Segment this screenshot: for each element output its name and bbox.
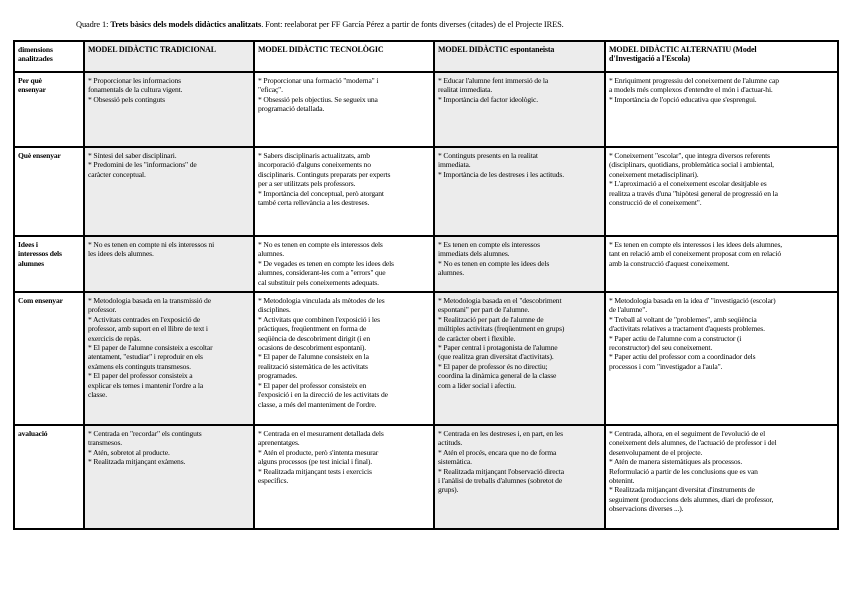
cell-line: disciplines.: [258, 305, 291, 315]
cell-line: * Obsessió pels continguts: [88, 94, 165, 104]
cell-line: * El paper del professor consisteix en: [258, 380, 367, 390]
cell-line: * Predomini de les "informacions" de: [88, 160, 197, 170]
table-cell: [605, 236, 838, 292]
cell-line: * Metodologia vinculada als mètodes de les: [258, 296, 385, 306]
cell-line: MODEL DIDÀCTIC ALTERNATIU (Model: [609, 45, 757, 54]
cell-line: fonamentals de la cultura vigent.: [88, 85, 183, 95]
cell-line: ensenyar: [18, 85, 46, 95]
cell-line: alguns processos (pe test inicial i final).: [258, 457, 372, 467]
cell-line: interessos dels: [18, 249, 62, 259]
cell-line: classe, a més del manteniment de l'ordre.: [258, 399, 377, 409]
cell-line: programades.: [258, 371, 298, 381]
cell-line: coneixement metadisciplinari).: [609, 169, 699, 179]
cell-line: les idees dels alumnes.: [88, 249, 154, 259]
cell-line: * Atén de manera sistemàtiques als processos.: [609, 457, 743, 467]
cell-line: * Síntesi del saber disciplinari.: [88, 151, 177, 160]
column-header: [605, 41, 838, 72]
caption-source: . Font: reelaborat per FF García Pérez a partir de fonts diverses (citades) de el Projecte IRES.: [261, 20, 564, 29]
cell-line: * Atén el producte, però s'intenta mesurar: [258, 447, 379, 457]
cell-line: pràctiques, freqüentment en forma de: [258, 324, 367, 334]
table-cell: [434, 236, 605, 292]
cell-line: * Importància de les destreses i les actituds.: [438, 169, 564, 179]
cell-line: * Activitats que combinen l'exposició i les: [258, 314, 380, 324]
didactic-models-table: [13, 40, 839, 530]
cell-line: * No es tenen en compte els interessos dels: [258, 240, 383, 249]
cell-line: * Paper central i protagonista de l'alumne: [438, 343, 558, 353]
cell-line: * Importància del conceptual, però atorgant: [258, 188, 384, 198]
caption-prefix: Quadre 1:: [76, 20, 111, 29]
cell-line: Com ensenyar: [18, 296, 63, 306]
cell-line: (que realitza gran diversitat d'activitats).: [438, 352, 554, 362]
column-header: [434, 41, 605, 72]
cell-line: immediata.: [438, 160, 471, 170]
cell-line: aprenentatges.: [258, 438, 300, 448]
cell-line: * Es tenen en compte els interessos: [438, 240, 540, 249]
cell-line: * Atén el procés, encara que no de forma: [438, 447, 557, 457]
cell-line: "eficaç".: [258, 85, 283, 95]
table-caption: [76, 20, 836, 29]
cell-line: * Activitats centrades en l'exposició de: [88, 314, 200, 324]
cell-line: de l'alumne".: [609, 305, 647, 315]
cell-line: * Centrada en el mesurament detallada dels: [258, 429, 384, 439]
cell-line: * Realitzada mitjançant diversitat d'instruments de: [609, 485, 755, 495]
cell-line: * Educar l'alumne fent immersió de la: [438, 76, 549, 85]
cell-line: processos i com "investigador a l'aula".: [609, 361, 723, 371]
table-cell: [605, 147, 838, 236]
cell-line: coneixement dels alumnes, de l'actuació de professor i del: [609, 438, 777, 448]
cell-line: Reformulació a partir de les conclusions que es van: [609, 466, 758, 476]
cell-line: Idees i: [18, 240, 38, 249]
table-row: [14, 425, 838, 529]
cell-line: realitat immediata.: [438, 85, 493, 95]
cell-line: * No es tenen en compte ni els interessos ni: [88, 240, 215, 249]
cell-line: * Obsessió pels objectius. Se segueix una: [258, 94, 378, 104]
cell-line: caràcter conceptual.: [88, 169, 146, 179]
cell-line: atentament, "estudiar" i reproduir en els: [88, 352, 203, 362]
cell-line: immediats dels alumnes.: [438, 249, 510, 259]
cell-line: a models més complexos d'entendre el món i d'actuar-hi.: [609, 85, 773, 95]
cell-line: alumnes.: [258, 249, 285, 259]
cell-line: classe.: [88, 390, 107, 400]
table-cell: [254, 236, 434, 292]
cell-line: exercicis de repàs.: [88, 333, 142, 343]
table-cell: [84, 236, 254, 292]
caption-title: Trets bàsics dels models didàctics analitzats: [110, 20, 262, 29]
cell-line: * Atén, sobretot al producte.: [88, 447, 170, 457]
table-cell: [605, 292, 838, 425]
cell-line: * Proporcionar les informacions: [88, 76, 181, 85]
table-row: [14, 147, 838, 236]
cell-line: específics.: [258, 476, 289, 486]
cell-line: amb la construcció d'aquest coneixement.: [609, 258, 730, 268]
row-header: [14, 72, 84, 147]
cell-line: * Realitzada mitjançant l'observació directa: [438, 466, 564, 476]
cell-line: també certa rellevància a les destreses.: [258, 198, 370, 208]
table-cell: [434, 147, 605, 236]
table-row: [14, 72, 838, 147]
table-cell: [84, 147, 254, 236]
cell-line: observacions diverses ...).: [609, 504, 684, 514]
cell-line: múltiples activitats (freqüentment en grups): [438, 324, 565, 334]
cell-line: transmesos.: [88, 438, 122, 448]
cell-line: obtenint.: [609, 476, 635, 486]
table-cell: [605, 72, 838, 147]
cell-line: realització sistemàtica de les activitats: [258, 361, 368, 371]
cell-line: espontani" per part de l'alumne.: [438, 305, 530, 315]
cell-line: incorporació d'alguns coneixements no: [258, 160, 371, 170]
cell-line: realitza a través d'una "hipòtesi general de progressió en la: [609, 188, 778, 198]
cell-line: * Realitzada mitjançant tests i exercicis: [258, 466, 372, 476]
cell-line: dimensions: [18, 45, 53, 54]
cell-line: seguiment (produccions dels alumnes, diari de professor,: [609, 494, 774, 504]
table-row: [14, 292, 838, 425]
cell-line: Per què: [18, 76, 42, 85]
cell-line: analitzades: [18, 54, 53, 64]
cell-line: (disciplinars, quotidians, problemàtica social i ambiental,: [609, 160, 774, 170]
cell-line: * Metodologia basada en la transmissió de: [88, 296, 211, 306]
cell-line: * Paper actiu de l'alumne com a constructor (i: [609, 333, 742, 343]
table-cell: [84, 72, 254, 147]
cell-line: * Centrada, alhora, en el seguiment de l'evolució de el: [609, 429, 766, 439]
cell-line: com a líder social i afectiu.: [438, 380, 516, 390]
table-cell: [84, 292, 254, 425]
table-cell: [254, 147, 434, 236]
cell-line: per a ser utilitzats pels professors.: [258, 179, 356, 189]
cell-line: avaluació: [18, 429, 48, 439]
cell-line: * Metodologia basada en la idea d' "investigació (escolar): [609, 296, 776, 306]
cell-line: * El paper de professor és no directiu;: [438, 361, 548, 371]
cell-line: explicar els temes i mantenir l'ordre a la: [88, 380, 204, 390]
cell-line: Què ensenyar: [18, 151, 61, 160]
table-cell: [434, 72, 605, 147]
cell-line: * Coneixement "escolar", que integra diversos referents: [609, 151, 770, 160]
cell-line: MODEL DIDÀCTIC TECNOLÒGIC: [258, 45, 384, 54]
cell-line: cal substituir pels coneixements adequats.: [258, 277, 379, 287]
cell-line: d'activitats relatives a tractament d'aquests problemes.: [609, 324, 765, 334]
cell-line: * Es tenen en compte els interessos i les idees dels alumnes,: [609, 240, 783, 249]
table-cell: [254, 72, 434, 147]
cell-line: * Centrada en "recordar" els continguts: [88, 429, 202, 439]
cell-line: i l'anàlisi de treballs d'alumnes (sobretot de: [438, 476, 563, 486]
cell-line: ocasions de descobriment espontani).: [258, 343, 367, 353]
cell-line: seqüència de descobriment dirigit (i en: [258, 333, 371, 343]
cell-line: * De vegades es tenen en compte les idees dels: [258, 258, 394, 268]
cell-line: * Treball al voltant de "problemes", amb seqüència: [609, 314, 757, 324]
cell-line: construcció de el coneixement".: [609, 198, 702, 208]
cell-line: disciplinaris. Continguts preparats per experts: [258, 169, 391, 179]
cell-line: grups).: [438, 485, 459, 495]
cell-line: * Realitzada mitjançant exàmens.: [88, 457, 186, 467]
cell-line: alumnes, considerant-les com a "errors" que: [258, 268, 386, 278]
cell-line: reconstructor) del seu coneixement.: [609, 343, 713, 353]
cell-line: * L'aproximació a el coneixement escolar desitjable es: [609, 179, 767, 189]
cell-line: de caràcter obert i flexible.: [438, 333, 516, 343]
cell-line: * Proporcionar una formació "moderna" i: [258, 76, 379, 85]
table-cell: [434, 425, 605, 529]
cell-line: * El paper de l'alumne consisteix en la: [258, 352, 369, 362]
row-header: [14, 236, 84, 292]
cell-line: * Importància de l'opció educativa que s'esprengui.: [609, 94, 757, 104]
cell-line: alumnes: [18, 258, 44, 268]
row-header: [14, 292, 84, 425]
table-cell: [434, 292, 605, 425]
cell-line: MODEL DIDÀCTIC TRADICIONAL: [88, 45, 216, 54]
cell-line: l'exposició i en la direcció de les activitats de: [258, 390, 388, 400]
column-header: [84, 41, 254, 72]
table-header-row: [14, 41, 838, 72]
column-header: [254, 41, 434, 72]
cell-line: * Paper actiu del professor com a coordinador dels: [609, 352, 756, 362]
table-row: [14, 236, 838, 292]
row-header: [14, 147, 84, 236]
cell-line: professor, amb suport en el llibre de text i: [88, 324, 208, 334]
cell-line: tant en relació amb el coneixement proposat com en relació: [609, 249, 781, 259]
cell-line: coordina la dinàmica general de la classe: [438, 371, 557, 381]
cell-line: * El paper del professor consisteix a: [88, 371, 193, 381]
cell-line: * Enriquiment progressiu del coneixement de l'alumne cap: [609, 76, 779, 85]
table-cell: [254, 292, 434, 425]
cell-line: * Continguts presents en la realitat: [438, 151, 538, 160]
cell-line: desenvolupament de el projecte.: [609, 447, 703, 457]
cell-line: actituds.: [438, 438, 463, 448]
table-cell: [84, 425, 254, 529]
cell-line: alumnes.: [438, 268, 465, 278]
cell-line: * No es tenen en compte les idees dels: [438, 258, 550, 268]
table-cell: [605, 425, 838, 529]
cell-line: * Importància del factor ideològic.: [438, 94, 538, 104]
cell-line: d'Investigació a l'Escola): [609, 54, 690, 64]
cell-line: * Sabers disciplinaris actualitzats, amb: [258, 151, 370, 160]
cell-line: sistemàtica.: [438, 457, 472, 467]
cell-line: * El paper de l'alumne consisteix a escoltar: [88, 343, 213, 353]
cell-line: MODEL DIDÀCTIC espontaneista: [438, 45, 555, 54]
cell-line: * Metodologia basada en el "descobriment: [438, 296, 562, 306]
cell-line: professor.: [88, 305, 117, 315]
header-dimensions-cell: [14, 41, 84, 72]
cell-line: * Realització per part de l'alumne de: [438, 314, 544, 324]
cell-line: programació detallada.: [258, 104, 325, 114]
cell-line: exàmens els continguts transmesos.: [88, 361, 191, 371]
table-cell: [254, 425, 434, 529]
cell-line: * Centrada en les destreses i, en part, en les: [438, 429, 563, 439]
row-header: [14, 425, 84, 529]
